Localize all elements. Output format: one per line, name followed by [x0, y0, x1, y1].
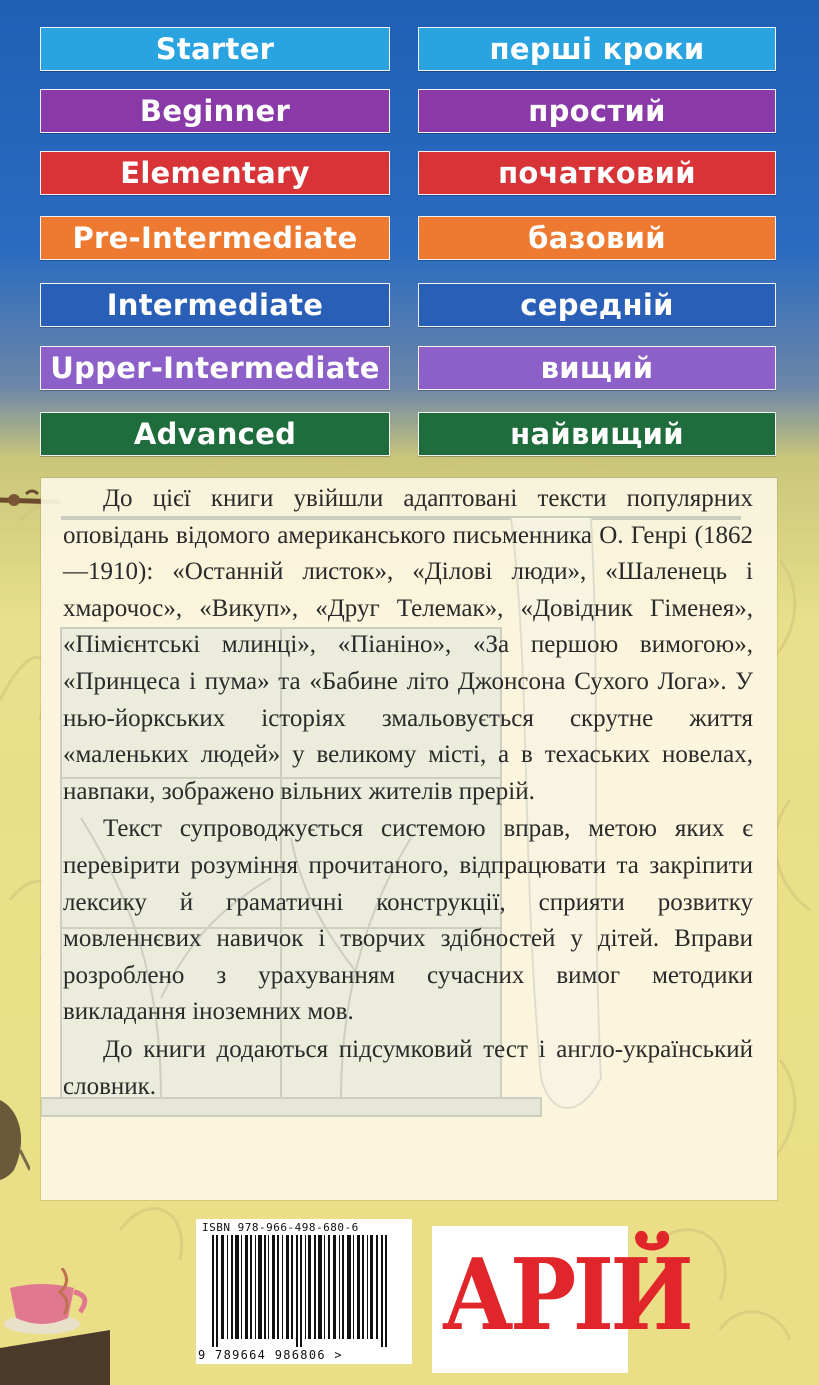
level-label-ua: початковий — [418, 151, 776, 195]
level-row-pre-intermediate — [40, 216, 778, 260]
barcode-bars — [200, 1235, 408, 1347]
level-row-intermediate — [40, 283, 778, 327]
level-label-ua: перші кроки — [418, 27, 776, 71]
book-description — [63, 481, 753, 1105]
description-panel — [41, 478, 777, 1200]
level-label-ua: простий — [418, 89, 776, 133]
level-row-upper-intermediate — [40, 346, 778, 390]
level-row-beginner — [40, 89, 778, 133]
ean-digits: 9 789664 986806 > — [198, 1348, 343, 1362]
description-paragraph: До книги додаються підсумковий тест і англо-український словник. — [63, 1035, 753, 1100]
description-paragraph: До цієї книги увійшли адаптовані тексти популярних оповідань відомого американського письменника О. Генрі (1862—1910): «Останній листок», «Ділові люди», «Шаленець і хмарочос», «Викуп», «Друг Телемак», «Довідник Гіменея», «Пімієнтські млинці», «Піаніно», «За першою вимогою», «Принцеса і пума» та «Бабине літо Джонсона Сухого Лога». У нью-йоркських історіях змальовується скрутне життя «маленьких людей» у великому місті, а в техаських новелах, навпаки, зображено вільних жителів прерій. — [63, 485, 753, 805]
publisher-logo-text: АРІЙ — [441, 1238, 691, 1353]
level-label-ua: найвищий — [418, 412, 776, 456]
level-label-en: Beginner — [40, 89, 390, 133]
isbn-barcode — [196, 1219, 412, 1364]
level-label-en: Pre-Intermediate — [40, 216, 390, 260]
level-row-elementary — [40, 151, 778, 195]
bird-illustration — [0, 1090, 30, 1180]
description-paragraph: Текст супроводжується системою вправ, метою яких є перевірити розуміння прочитаного, відпрацювати та закріпити лексику й граматичні конструкції, сприяти розвитку мовленнєвих навичок і творчих здібностей у дітей. Вправи розроблено з урахуванням сучасних вимог методики викладання іноземних мов. — [63, 815, 753, 1026]
level-label-en: Intermediate — [40, 283, 390, 327]
teacup-illustration — [0, 1268, 110, 1385]
isbn-label: ISBN 978-966-498-680-6 — [202, 1221, 359, 1234]
level-label-en: Elementary — [40, 151, 390, 195]
level-row-advanced — [40, 412, 778, 456]
publisher-logo — [432, 1226, 691, 1373]
level-label-en: Upper-Intermediate — [40, 346, 390, 390]
level-label-ua: вищий — [418, 346, 776, 390]
level-label-en: Starter — [40, 27, 390, 71]
level-label-ua: середній — [418, 283, 776, 327]
level-label-en: Advanced — [40, 412, 390, 456]
level-label-ua: базовий — [418, 216, 776, 260]
level-row-starter — [40, 27, 778, 71]
